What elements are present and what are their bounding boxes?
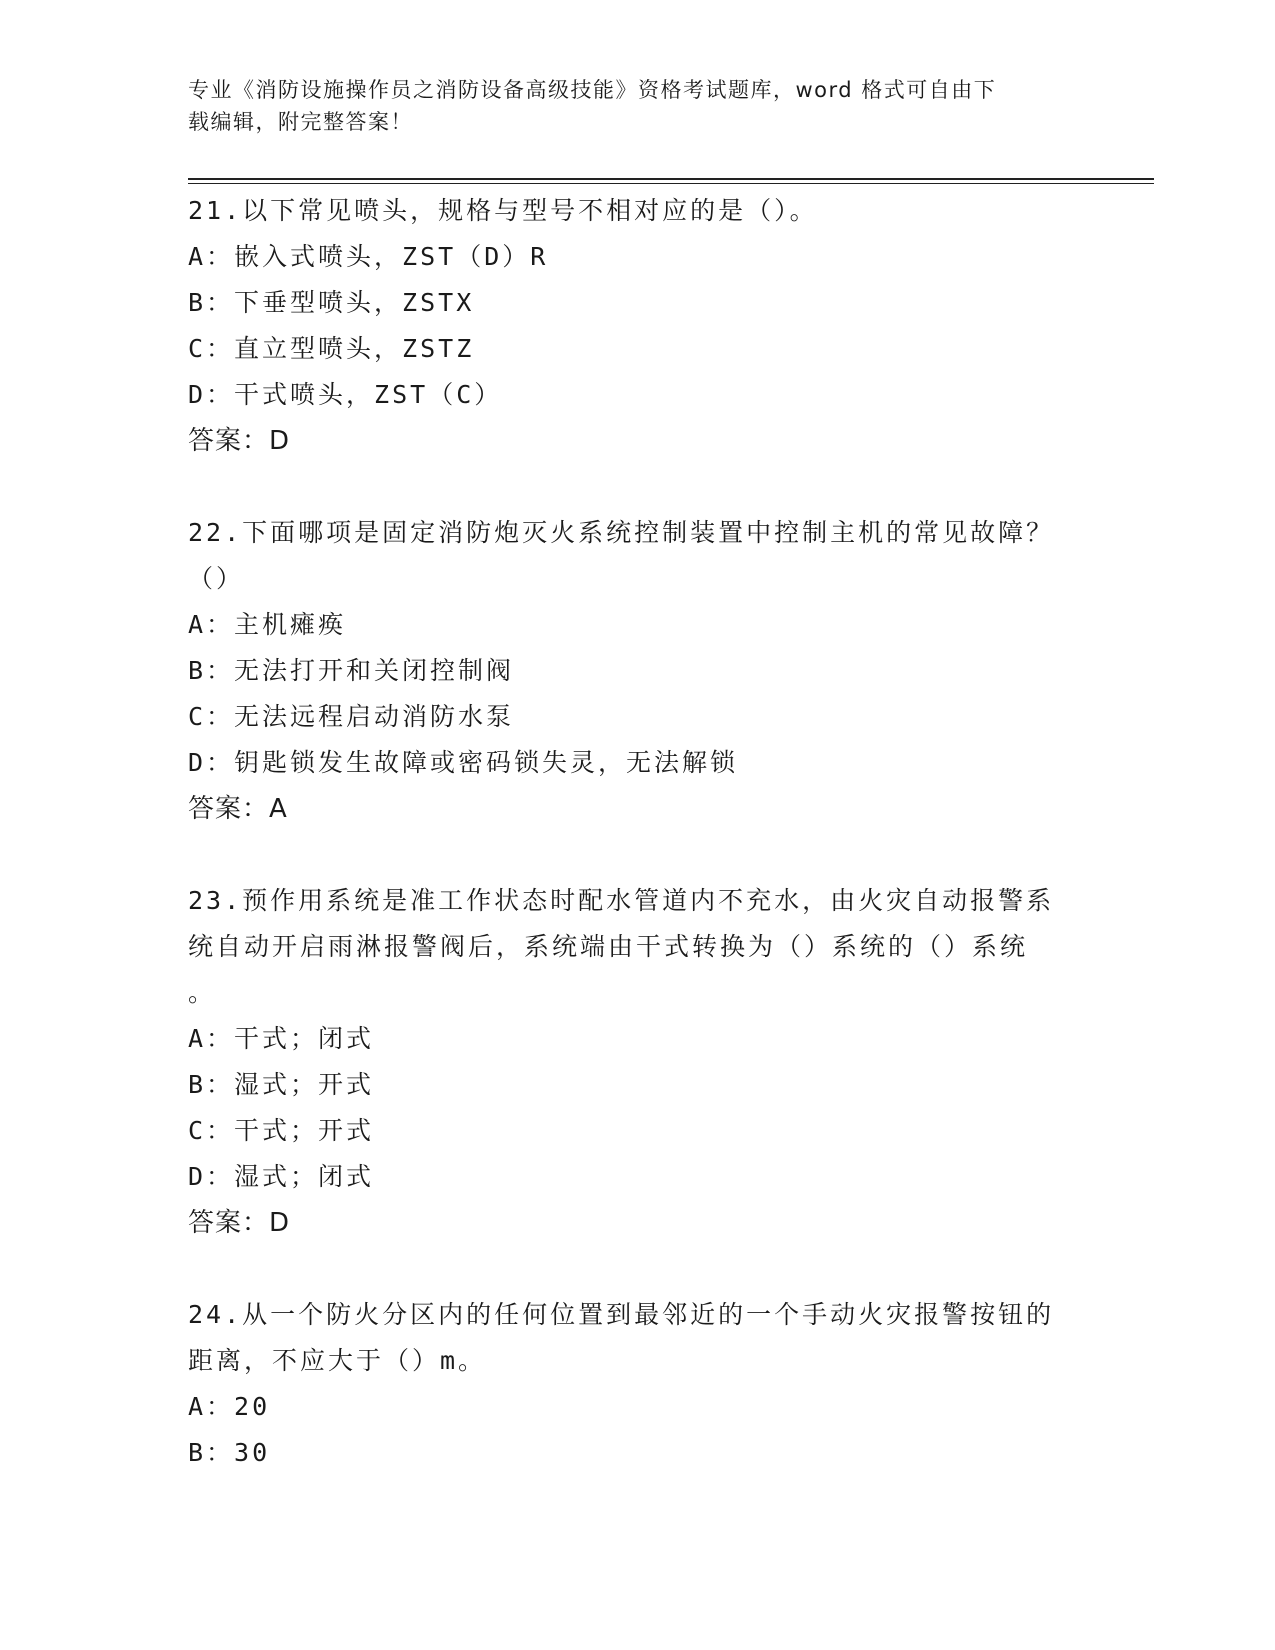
option-c: C：无法远程启动消防水泵 <box>188 702 515 731</box>
option-a: A：20 <box>188 1392 271 1421</box>
header-divider-thin <box>188 183 1154 184</box>
option-a: A：嵌入式喷头，ZST（D）R <box>188 242 549 271</box>
option-c: C：直立型喷头，ZSTZ <box>188 334 475 363</box>
question-stem-continued: （） <box>188 564 245 593</box>
header-line-2: 载编辑，附完整答案！ <box>188 110 413 134</box>
option-d: D：湿式；闭式 <box>188 1162 375 1191</box>
header-line-1: 专业《消防设施操作员之消防设备高级技能》资格考试题库，word 格式可自由下 <box>188 78 997 102</box>
question-22 <box>188 510 1088 832</box>
answer: 答案：D <box>188 426 291 456</box>
question-24 <box>188 1292 1088 1476</box>
answer: 答案：A <box>188 794 288 824</box>
question-stem: 24.从一个防火分区内的任何位置到最邻近的一个手动火灾报警按钮的 <box>188 1300 1055 1329</box>
question-23 <box>188 878 1088 1246</box>
question-gap <box>188 464 1088 510</box>
option-b: B：30 <box>188 1438 271 1467</box>
question-21 <box>188 188 1088 464</box>
question-gap <box>188 1246 1088 1292</box>
option-a: A：干式；闭式 <box>188 1024 375 1053</box>
option-b: B：下垂型喷头，ZSTX <box>188 288 475 317</box>
question-stem-continued: 统自动开启雨淋报警阀后，系统端由干式转换为（）系统的（）系统 <box>188 932 1029 961</box>
question-stem-continued: 。 <box>188 978 217 1007</box>
answer: 答案：D <box>188 1208 291 1238</box>
option-b: B：湿式；开式 <box>188 1070 375 1099</box>
question-stem: 21.以下常见喷头，规格与型号不相对应的是（）。 <box>188 196 818 225</box>
question-stem: 22.下面哪项是固定消防炮灭火系统控制装置中控制主机的常见故障？ <box>188 518 1055 547</box>
option-c: C：干式；开式 <box>188 1116 375 1145</box>
question-gap <box>188 832 1088 878</box>
question-stem: 23.预作用系统是准工作状态时配水管道内不充水，由火灾自动报警系 <box>188 886 1055 915</box>
option-b: B：无法打开和关闭控制阀 <box>188 656 515 685</box>
question-stem-continued: 距离，不应大于（）m。 <box>188 1346 487 1375</box>
document-header <box>188 74 1068 138</box>
header-divider-thick <box>188 178 1154 180</box>
option-a: A：主机瘫痪 <box>188 610 347 639</box>
option-d: D：干式喷头，ZST（C） <box>188 380 503 409</box>
question-list <box>188 188 1088 1476</box>
option-d: D：钥匙锁发生故障或密码锁失灵，无法解锁 <box>188 748 739 777</box>
